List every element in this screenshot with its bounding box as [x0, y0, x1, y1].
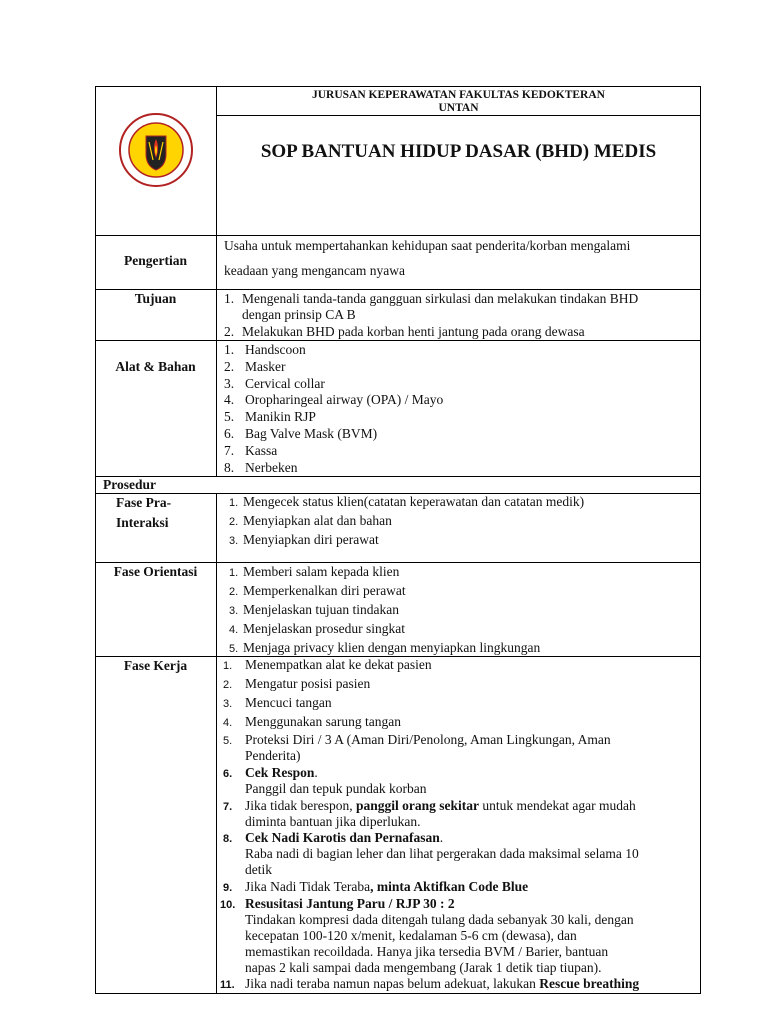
kerja-num-1: 1.	[223, 660, 233, 672]
row-divider-pra	[95, 562, 701, 563]
tujuan-num-2: 2.	[224, 324, 235, 339]
fase-kerja-label: Fase Kerja	[123, 658, 188, 673]
kerja-item-7-line1	[245, 798, 636, 814]
alat-bahan-item-8: Nerbeken	[245, 459, 298, 475]
alat-bahan-item-3: Cervical collar	[245, 375, 325, 391]
fase-orientasi-item-5: Menjaga privacy klien dengan menyiapkan lingkungan	[243, 640, 541, 655]
fase-orientasi-num-4: 4.	[229, 624, 239, 636]
kerja-item-7-b: untuk mendekat agar mudah	[479, 798, 636, 813]
prosedur-label: Prosedur	[103, 477, 156, 492]
row-divider-tujuan	[95, 340, 701, 341]
kerja-num-9: 9.	[223, 882, 233, 894]
pengertian-label: Pengertian	[124, 253, 187, 268]
fase-orientasi-label: Fase Orientasi	[113, 564, 198, 579]
fase-orientasi-num-2: 2.	[229, 586, 239, 598]
institution-line1: JURUSAN KEPERAWATAN FAKULTAS KEDOKTERAN	[312, 89, 605, 101]
kerja-item-8-line3: detik	[245, 862, 272, 877]
kerja-item-8-line2: Raba nadi di bagian leher dan lihat pergerakan dada maksimal selama 10	[245, 846, 639, 861]
kerja-item-8-tail: .	[439, 830, 444, 845]
kerja-item-7-a: Jika tidak berespon,	[245, 798, 356, 813]
kerja-item-6-tail: .	[314, 765, 318, 780]
kerja-item-10-line4: memastikan recoildada. Hanya jika tersedia BVM / Barier, bantuan	[245, 944, 609, 959]
kerja-item-7-bold: panggil orang sekitar	[355, 798, 479, 813]
kerja-item-7-line2: diminta bantuan jika diperlukan.	[245, 814, 421, 829]
kerja-num-3: 3.	[223, 698, 233, 710]
alat-bahan-num-2: 2.	[224, 358, 235, 374]
alat-bahan-num-1: 1.	[224, 342, 235, 357]
fase-orientasi-num-5: 5.	[229, 643, 239, 655]
fase-pra-num-1: 1.	[229, 497, 239, 509]
pengertian-line1: Usaha untuk mempertahankan kehidupan saat penderita/korban mengalami	[224, 238, 631, 253]
kerja-item-1: Menempatkan alat ke dekat pasien	[245, 657, 432, 672]
kerja-item-11-bold: Rescue breathing	[539, 976, 640, 991]
alat-bahan-item-4: Oropharingeal airway (OPA) / Mayo	[245, 392, 444, 408]
fase-orientasi-num-3: 3.	[229, 605, 239, 617]
kerja-num-10: 10.	[220, 899, 236, 911]
kerja-num-8: 8.	[223, 833, 233, 845]
kerja-num-7: 7.	[223, 801, 233, 813]
fase-pra-label-line1: Fase Pra-	[116, 495, 172, 510]
column-divider-bottom	[216, 493, 217, 994]
alat-bahan-num-7: 7.	[224, 442, 235, 458]
university-logo	[118, 112, 194, 188]
pengertian-line2: keadaan yang mengancam nyawa	[224, 263, 406, 278]
kerja-item-5-line1: Proteksi Diri / 3 A (Aman Diri/Penolong, Aman Lingkungan, Aman	[245, 732, 611, 747]
kerja-item-9-bold: Aktifkan Code Blue	[413, 879, 529, 894]
tujuan-item-1-line2: dengan prinsip CA B	[242, 307, 356, 322]
kerja-item-9-b: , minta	[370, 879, 414, 894]
document-title: SOP BANTUAN HIDUP DASAR (BHD) MEDIS	[260, 141, 657, 162]
kerja-num-5: 5.	[223, 735, 233, 747]
kerja-num-6: 6.	[223, 768, 233, 780]
kerja-item-11	[245, 976, 639, 992]
kerja-num-11: 11.	[220, 979, 235, 991]
kerja-item-11-a: Jika nadi teraba namun napas belum adekuat, lakukan	[245, 976, 540, 991]
kerja-item-6-bold: Cek Respon	[245, 765, 315, 780]
tujuan-item-2: Melakukan BHD pada korban henti jantung pada orang dewasa	[242, 324, 585, 339]
kerja-item-4: Menggunakan sarung tangan	[245, 714, 401, 729]
kerja-item-10-line2: Tindakan kompresi dada ditengah tulang dada sebanyak 30 kali, dengan	[245, 912, 634, 927]
alat-bahan-item-1: Handscoon	[245, 342, 306, 357]
alat-bahan-num-3: 3.	[224, 375, 235, 391]
kerja-item-10-bold: Resusitasi Jantung Paru / RJP 30 : 2	[245, 896, 455, 911]
row-divider-pengertian	[95, 289, 701, 290]
fase-orientasi-item-1: Memberi salam kepada klien	[243, 564, 400, 579]
alat-bahan-num-4: 4.	[224, 392, 235, 408]
kerja-item-6-line1	[245, 765, 318, 781]
fase-orientasi-num-1: 1.	[229, 567, 239, 579]
tujuan-label: Tujuan	[134, 291, 177, 306]
fase-orientasi-item-2: Memperkenalkan diri perawat	[243, 583, 406, 598]
kerja-item-3: Mencuci tangan	[245, 695, 332, 710]
alat-bahan-item-7: Kassa	[245, 442, 278, 458]
tujuan-num-1: 1.	[224, 291, 235, 306]
kerja-item-10-line5: napas 2 kali sampai dada mengembang (Jarak 1 detik tiap tiupan).	[245, 960, 602, 975]
fase-pra-label-line2: Interaksi	[116, 515, 169, 530]
fase-orientasi-item-4: Menjelaskan prosedur singkat	[243, 621, 405, 636]
tujuan-item-1-line1: Mengenali tanda-tanda gangguan sirkulasi dan melakukan tindakan BHD	[242, 291, 639, 306]
kerja-item-9	[245, 879, 528, 895]
fase-pra-item-1: Mengecek status klien(catatan keperawatan dan catatan medik)	[243, 494, 585, 509]
kerja-item-10-line3: kecepatan 100-120 x/menit, kedalaman 5-6 cm (dewasa), dan	[245, 928, 577, 943]
fase-pra-item-3: Menyiapkan diri perawat	[243, 532, 379, 547]
row-divider-header	[95, 235, 701, 236]
alat-bahan-num-5: 5.	[224, 409, 235, 425]
kerja-item-8-line1	[245, 830, 443, 846]
kerja-item-5-line2: Penderita)	[245, 748, 301, 763]
alat-bahan-label: Alat & Bahan	[115, 359, 196, 374]
kerja-item-2: Mengatur posisi pasien	[245, 676, 371, 691]
kerja-item-10-line1	[245, 896, 455, 912]
row-divider-alat	[95, 476, 701, 477]
kerja-item-8-bold: Cek Nadi Karotis dan Pernafasan	[245, 830, 440, 845]
fase-pra-item-2: Menyiapkan alat dan bahan	[243, 513, 392, 528]
kerja-num-4: 4.	[223, 717, 233, 729]
kerja-item-6-line2: Panggil dan tepuk pundak korban	[245, 781, 427, 796]
fase-pra-num-2: 2.	[229, 516, 239, 528]
kerja-num-2: 2.	[223, 679, 233, 691]
alat-bahan-item-6: Bag Valve Mask (BVM)	[245, 426, 378, 441]
alat-bahan-item-5: Manikin RJP	[245, 409, 316, 425]
alat-bahan-num-6: 6.	[224, 426, 235, 441]
fase-orientasi-item-3: Menjelaskan tujuan tindakan	[243, 602, 399, 617]
institution-line2: UNTAN	[438, 102, 479, 114]
alat-bahan-num-8: 8.	[224, 459, 235, 475]
fase-pra-num-3: 3.	[229, 535, 239, 547]
kerja-item-9-a: Jika Nadi Tidak Teraba	[245, 879, 371, 894]
alat-bahan-item-2: Masker	[245, 358, 286, 374]
